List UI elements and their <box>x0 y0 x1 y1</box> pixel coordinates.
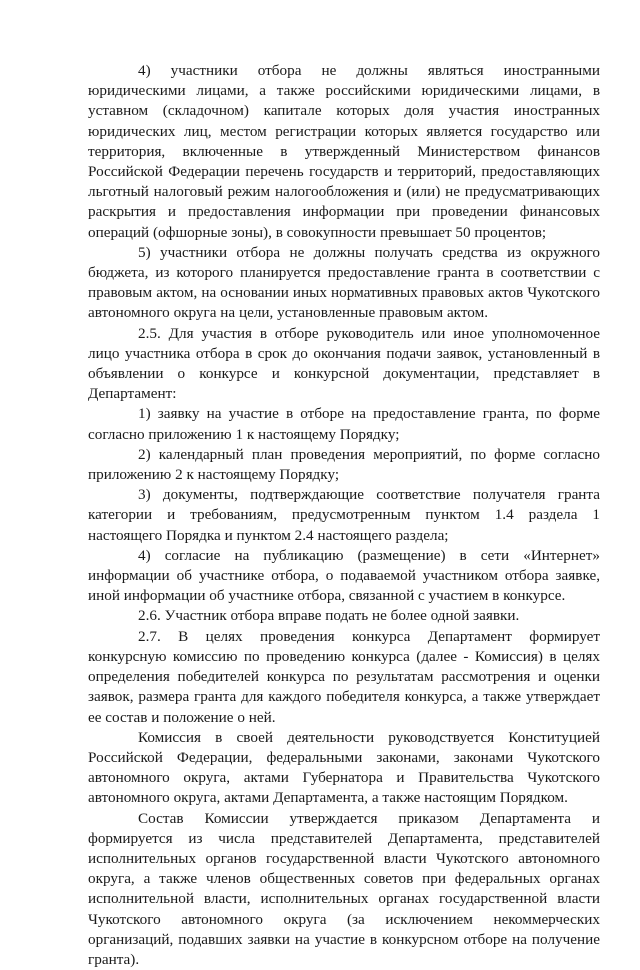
paragraph-commission-guidance: Комиссия в своей деятельности руководствуется Конституцией Российской Федерации, федеральными законами, законами Чукотского автономного округа, актами Губернатора и Правительства Чукотского автономного округа, актами Департамента, а также настоящим Порядком. <box>88 728 600 807</box>
paragraph-2-6-single-application: 2.6. Участник отбора вправе подать не более одной заявки. <box>138 607 520 625</box>
paragraph-commission-composition: Состав Комиссии утверждается приказом Департамента и формируется из числа представителей Департамента, представителей исполнительных органов государственной власти Чукотского автономного округа, а также членов общественных советов при федеральных органах исполнительной власти, исполнительных органах государственной власти Чукотского автономного округа (за исключением некоммерческих организаций, подавших заявки на участие в конкурсном отборе на получение гранта). <box>88 809 600 968</box>
paragraph-2-7-commission: 2.7. В целях проведения конкурса Департамент формирует конкурсную комиссию по проведению конкурса (далее - Комиссия) в целях определения победителей конкурса по результатам рассмотрения и оценки заявок, размера гранта для каждого победителя конкурса, а также утверждает ее состав и положение о ней. <box>88 627 600 726</box>
document-page <box>88 61 600 970</box>
paragraph-item-5-budget-funds: 5) участники отбора не должны получать средства из окружного бюджета, из которого планируется предоставление гранта в соответствии с правовым актом, на основании иных нормативных правовых актов Чукотского автономного округа на цели, установленные правовым актом. <box>88 243 600 322</box>
paragraph-item-4-foreign-entities: 4) участники отбора не должны являться иностранными юридическими лицами, а также российскими юридическими лицами, в уставном (складочном) капитале которых доля участия иностранных юридических лиц, местом регистрации которых является государство или территория, включенные в утвержденный Министерством финансов Российской Федерации перечень государств и территорий, предоставляющих льготный налоговый режим налогообложения и (или) не предусматривающих раскрытия и предоставления информации при проведении финансовых операций (офшорные зоны), в совокупности превышает 50 процентов; <box>88 62 600 241</box>
paragraph-item-4-consent: 4) согласие на публикацию (размещение) в сети «Интернет» информации об участнике отбора, о подаваемой участником отбора заявке, иной информации об участнике отбора, связанной с участием в конкурсе. <box>88 546 600 605</box>
paragraph-item-1-application: 1) заявку на участие в отборе на предоставление гранта, по форме согласно приложению 1 к настоящему Порядку; <box>88 405 600 443</box>
paragraph-2-5-application-submission: 2.5. Для участия в отборе руководитель или иное уполномоченное лицо участника отбора в срок до окончания подачи заявок, установленный в объявлении о конкурсе и конкурсной документации, представляет в Департамент: <box>88 324 600 403</box>
paragraph-item-3-documents: 3) документы, подтверждающие соответствие получателя гранта категории и требованиям, предусмотренным пунктом 1.4 раздела 1 настоящего Порядка и пунктом 2.4 настоящего раздела; <box>88 486 600 544</box>
paragraph-item-2-calendar-plan: 2) календарный план проведения мероприятий, по форме согласно приложению 2 к настоящему Порядку; <box>88 445 600 484</box>
